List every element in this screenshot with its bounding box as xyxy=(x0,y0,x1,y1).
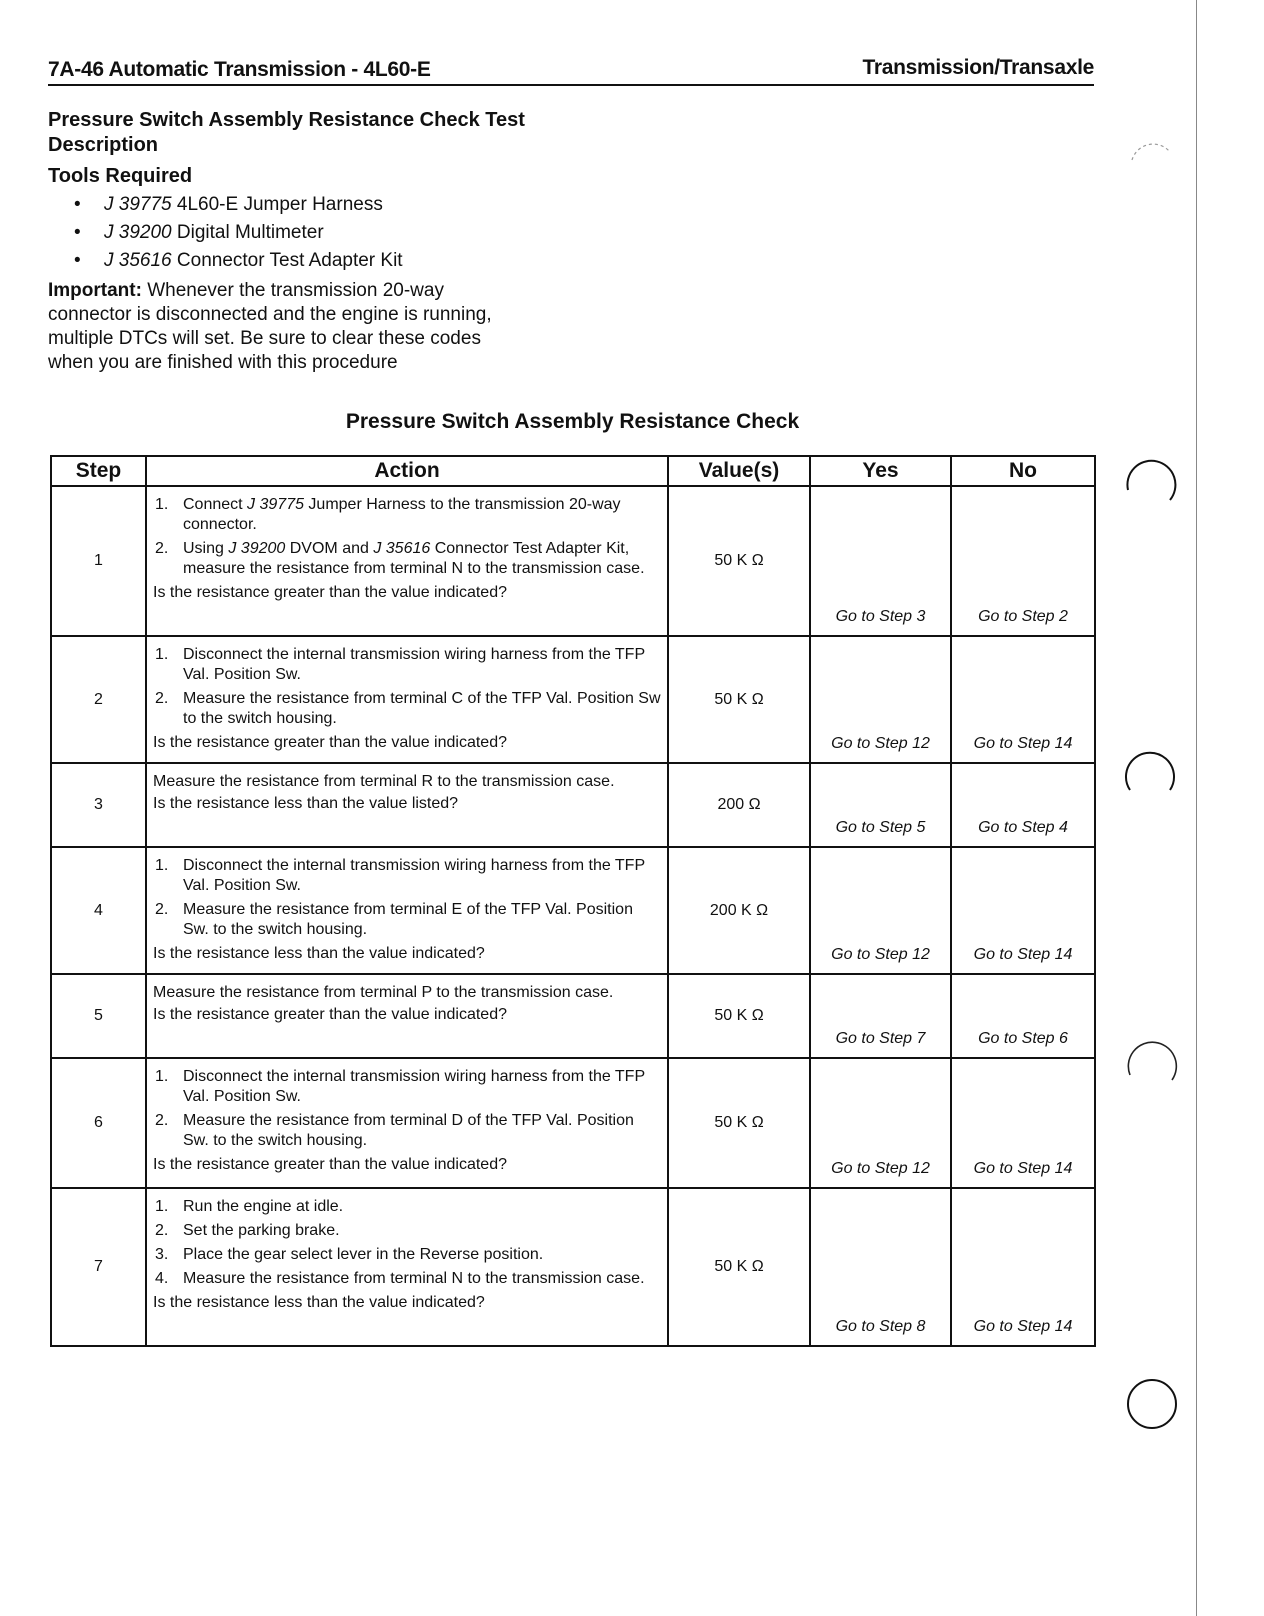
item-number: 4. xyxy=(155,1270,169,1287)
step-question: Is the resistance greater than the value indicated? xyxy=(153,734,507,751)
item-text: Place the gear select lever in the Reverse position. xyxy=(183,1246,544,1263)
column-header-action: Action xyxy=(146,456,668,486)
item-number: 3. xyxy=(155,1246,169,1263)
tool-ref: J 39775 xyxy=(104,194,172,215)
step-yes-link[interactable]: Go to Step 12 xyxy=(810,847,951,974)
step-value: 50 K Ω xyxy=(668,1058,810,1188)
item-text: Disconnect the internal transmission wiring harness from the TFP Val. Position Sw. xyxy=(183,646,645,683)
step-yes-link[interactable]: Go to Step 3 xyxy=(810,486,951,636)
tool-ref: J 39200 xyxy=(104,222,172,243)
column-header-yes: Yes xyxy=(810,456,951,486)
table-header-row xyxy=(51,456,1095,486)
action-item xyxy=(153,1245,661,1265)
tool-ref: J 39200 xyxy=(228,540,286,557)
item-number: 2. xyxy=(155,540,169,557)
step-no-link[interactable]: Go to Step 14 xyxy=(951,1058,1095,1188)
step-value: 200 Ω xyxy=(668,763,810,847)
step-action xyxy=(146,1188,668,1346)
action-item xyxy=(153,856,661,896)
step-number: 5 xyxy=(51,974,146,1058)
step-number: 2 xyxy=(51,636,146,763)
item-text: Disconnect the internal transmission wiring harness from the TFP Val. Position Sw. xyxy=(183,1068,645,1105)
item-text: Connect xyxy=(183,496,248,513)
item-number: 2. xyxy=(155,1112,169,1129)
binder-hole-icon xyxy=(1128,1042,1176,1080)
item-text: Connector Test Adapter Kit, measure the resistance from terminal N to the transmission case. xyxy=(183,540,645,577)
action-text: Measure the resistance from terminal P to the transmission case. xyxy=(153,984,614,1001)
test-description xyxy=(48,108,608,375)
item-number: 2. xyxy=(155,690,169,707)
tools-list xyxy=(48,191,608,275)
item-number: 1. xyxy=(155,1068,169,1085)
item-text: Disconnect the internal transmission wiring harness from the TFP Val. Position Sw. xyxy=(183,857,645,894)
step-action xyxy=(146,1058,668,1188)
step-action xyxy=(146,486,668,636)
tool-item xyxy=(48,219,608,247)
step-no-link[interactable]: Go to Step 14 xyxy=(951,636,1095,763)
step-question: Is the resistance greater than the value indicated? xyxy=(153,1006,507,1023)
step-action xyxy=(146,974,668,1058)
table-row xyxy=(51,763,1095,847)
tool-ref: J 39775 xyxy=(247,496,304,513)
binder-hole-icon xyxy=(1128,1380,1176,1428)
page-header-section: Transmission/Transaxle xyxy=(862,56,1094,79)
item-number: 2. xyxy=(155,901,169,918)
item-text: Measure the resistance from terminal N to the transmission case. xyxy=(183,1270,645,1287)
column-header-step: Step xyxy=(51,456,146,486)
header-divider xyxy=(48,84,1094,86)
step-number: 6 xyxy=(51,1058,146,1188)
action-item xyxy=(153,1067,661,1107)
item-text: DVOM and xyxy=(285,540,374,557)
step-value: 200 K Ω xyxy=(668,847,810,974)
section-title-line2: Description xyxy=(48,134,159,156)
tool-ref: J 35616 xyxy=(373,540,431,557)
step-question: Is the resistance less than the value indicated? xyxy=(153,945,485,962)
step-question: Is the resistance less than the value listed? xyxy=(153,795,459,812)
step-value: 50 K Ω xyxy=(668,486,810,636)
item-text: Measure the resistance from terminal C of the TFP Val. Position Sw to the switch housing. xyxy=(183,690,661,727)
item-number: 1. xyxy=(155,857,169,874)
step-question: Is the resistance greater than the value indicated? xyxy=(153,584,507,601)
page-header-title: 7A-46 Automatic Transmission - 4L60-E xyxy=(48,58,431,81)
binder-hole-icon xyxy=(1132,144,1170,160)
important-text: Whenever the transmission 20-way connector is disconnected and the engine is running, multiple DTCs will set. Be sure to clear these codes when you are finished with this procedure xyxy=(48,280,492,373)
action-item xyxy=(153,495,661,535)
action-item xyxy=(153,645,661,685)
tool-name: Connector Test Adapter Kit xyxy=(171,250,403,271)
tool-name: Digital Multimeter xyxy=(171,222,324,243)
step-value: 50 K Ω xyxy=(668,1188,810,1346)
action-item xyxy=(153,1269,661,1289)
table-row xyxy=(51,974,1095,1058)
section-title-line1: Pressure Switch Assembly Resistance Check Test xyxy=(48,109,525,131)
tool-item xyxy=(48,191,608,219)
item-number: 1. xyxy=(155,1198,169,1215)
diagnostic-table xyxy=(50,455,1096,1347)
action-item xyxy=(153,900,661,940)
step-number: 7 xyxy=(51,1188,146,1346)
step-no-link[interactable]: Go to Step 2 xyxy=(951,486,1095,636)
table-row xyxy=(51,847,1095,974)
bullet-icon: • xyxy=(74,194,81,215)
tools-heading: Tools Required xyxy=(48,165,193,187)
item-text: Measure the resistance from terminal D of the TFP Val. Position Sw. to the switch housing. xyxy=(183,1112,634,1149)
table-row xyxy=(51,486,1095,636)
item-text: Measure the resistance from terminal E of the TFP Val. Position Sw. to the switch housing. xyxy=(183,901,633,938)
item-number: 2. xyxy=(155,1222,169,1239)
binder-holes xyxy=(1104,0,1264,1616)
action-item xyxy=(153,1197,661,1217)
step-value: 50 K Ω xyxy=(668,636,810,763)
important-note xyxy=(48,279,528,375)
step-no-link[interactable]: Go to Step 14 xyxy=(951,847,1095,974)
table-row xyxy=(51,636,1095,763)
binder-hole-icon xyxy=(1126,753,1174,790)
action-item xyxy=(153,689,661,729)
tool-item xyxy=(48,247,608,275)
bullet-icon: • xyxy=(74,222,81,243)
item-text: Set the parking brake. xyxy=(183,1222,340,1239)
step-action xyxy=(146,636,668,763)
item-number: 1. xyxy=(155,496,169,513)
table-row xyxy=(51,1058,1095,1188)
important-label: Important: xyxy=(48,280,142,301)
tool-name: 4L60-E Jumper Harness xyxy=(171,194,383,215)
action-item xyxy=(153,539,661,579)
table-title: Pressure Switch Assembly Resistance Check xyxy=(345,410,800,433)
bullet-icon: • xyxy=(74,250,81,271)
step-number: 4 xyxy=(51,847,146,974)
step-number: 1 xyxy=(51,486,146,636)
step-action xyxy=(146,763,668,847)
step-question: Is the resistance less than the value indicated? xyxy=(153,1294,485,1311)
action-item xyxy=(153,1221,661,1241)
item-text: Run the engine at idle. xyxy=(183,1198,344,1215)
step-yes-link[interactable]: Go to Step 12 xyxy=(810,1058,951,1188)
step-yes-link[interactable]: Go to Step 8 xyxy=(810,1188,951,1346)
step-no-link[interactable]: Go to Step 14 xyxy=(951,1188,1095,1346)
step-yes-link[interactable]: Go to Step 5 xyxy=(810,763,951,847)
step-value: 50 K Ω xyxy=(668,974,810,1058)
step-number: 3 xyxy=(51,763,146,847)
action-item xyxy=(153,1111,661,1151)
action-text: Measure the resistance from terminal R to the transmission case. xyxy=(153,773,615,790)
item-number: 1. xyxy=(155,646,169,663)
tool-ref: J 35616 xyxy=(104,250,172,271)
step-no-link[interactable]: Go to Step 4 xyxy=(951,763,1095,847)
item-text: Using xyxy=(183,540,229,557)
column-header-values: Value(s) xyxy=(668,456,810,486)
step-no-link[interactable]: Go to Step 6 xyxy=(951,974,1095,1058)
column-header-no: No xyxy=(951,456,1095,486)
step-yes-link[interactable]: Go to Step 12 xyxy=(810,636,951,763)
table-row xyxy=(51,1188,1095,1346)
item-text: Jumper Harness to the transmission 20-way connector. xyxy=(183,496,621,533)
step-action xyxy=(146,847,668,974)
step-yes-link[interactable]: Go to Step 7 xyxy=(810,974,951,1058)
binder-hole-icon xyxy=(1127,461,1175,500)
step-question: Is the resistance greater than the value indicated? xyxy=(153,1156,507,1173)
